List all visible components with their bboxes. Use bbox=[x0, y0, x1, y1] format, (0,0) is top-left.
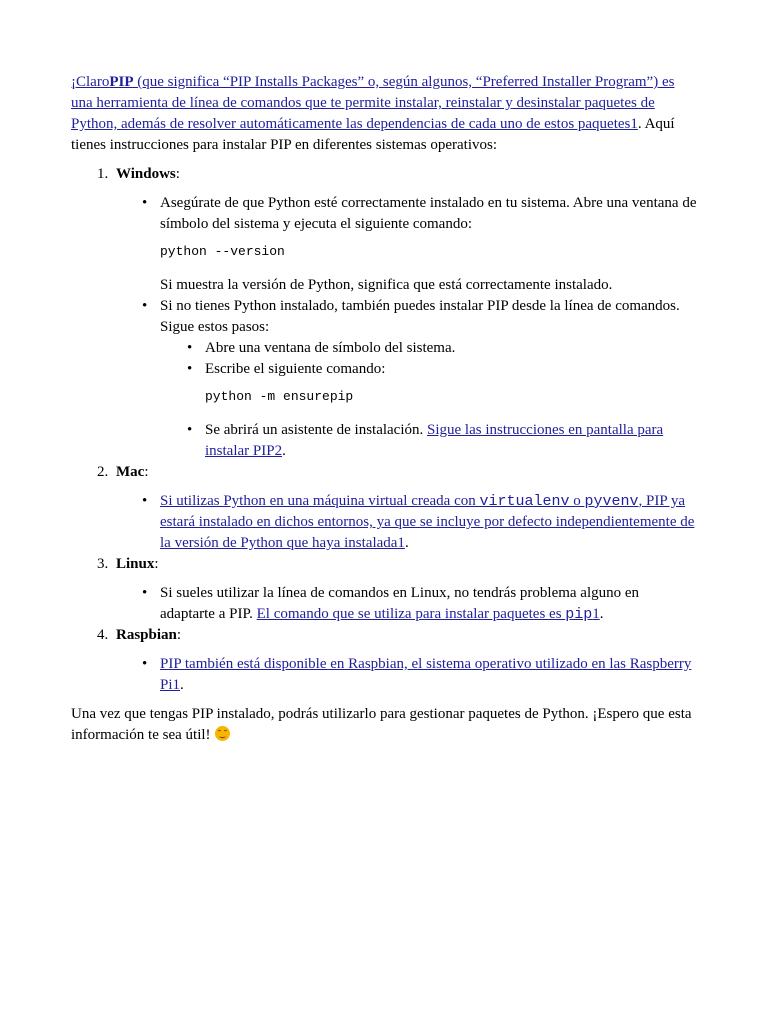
section-title-raspbian: Raspbian bbox=[116, 627, 177, 643]
windows-bullets bbox=[116, 193, 697, 462]
section-title-linux: Linux bbox=[116, 556, 155, 572]
mac-virtualenv-link[interactable]: Si utilizas Python en una máquina virtual creada con virtualenv o pyvenv, PIP ya estará instalado en dichos entornos, ya que se incluye por defecto independientemente de la versión de Python que haya instalada1 bbox=[160, 493, 695, 551]
list-item: • Abre una ventana de símbolo del sistema. bbox=[187, 340, 456, 356]
list-item-raspbian: 4. Raspbian: • PIP también está disponible en Raspbian, el sistema operativo utilizado en las Raspberry Pi1. bbox=[71, 625, 697, 696]
windows-step-text: Asegúrate de que Python esté correctamente instalado en tu sistema. Abre una ventana de símbolo del sistema y ejecuta el siguiente comando: bbox=[160, 195, 697, 232]
list-item: • Escribe el siguiente comando: python -m ensurepip bbox=[205, 359, 697, 406]
outro-paragraph: Una vez que tengas PIP instalado, podrás utilizarlo para gestionar paquetes de Python. ¡Espero que esta información te sea útil! bbox=[71, 706, 692, 743]
os-list bbox=[71, 164, 697, 696]
intro-paragraph: ¡ClaroPIP (que significa “PIP Installs Packages” o, según algunos, “Preferred Installer Program”) es una herramienta de línea de comandos que te permite instalar, reinstalar y desinstalar paquetes de Python, además de resolver automáticamente las dependencias de cada uno de estos paquetes1. Aquí tienes instrucciones para instalar PIP en diferentes sistemas operativos: bbox=[71, 74, 675, 153]
list-item: • PIP también está disponible en Raspbian, el sistema operativo utilizado en las Raspberry Pi1. bbox=[142, 656, 692, 693]
mac-bullets bbox=[116, 491, 697, 554]
raspbian-bullets bbox=[116, 654, 697, 696]
instructions-link[interactable]: Sigue las instrucciones en pantalla para instalar PIP2 bbox=[205, 422, 664, 459]
linux-bullets bbox=[116, 583, 697, 625]
raspbian-link[interactable]: PIP también está disponible en Raspbian, el sistema operativo utilizado en las Raspberry Pi1 bbox=[160, 656, 692, 693]
list-item-linux: 3. Linux: • Si sueles utilizar la línea de comandos en Linux, no tendrás problema alguno en adaptarte a PIP. El comando que se utiliza para instalar paquetes es pip1. bbox=[71, 554, 697, 625]
list-number: 3. bbox=[97, 556, 109, 572]
windows-step-result: Si muestra la versión de Python, significa que está correctamente instalado. bbox=[160, 277, 613, 293]
list-item: • Si sueles utilizar la línea de comandos en Linux, no tendrás problema alguno en adaptarte a PIP. El comando que se utiliza para instalar paquetes es pip1. bbox=[142, 585, 640, 623]
section-title-windows: Windows bbox=[116, 166, 176, 182]
list-item: • Si no tienes Python instalado, también puedes instalar PIP desde la línea de comandos. Sigue estos pasos: • Abre una ventana de símbolo del sistema. • Escribe el siguiente comando: python -m ensurepip • Se abrirá un asistente de instalación. Sigue las instrucciones en pantalla para instalar PIP2. bbox=[160, 296, 697, 462]
list-item: • Asegúrate de que Python esté correctamente instalado en tu sistema. Abre una ventana de símbolo del sistema y ejecuta el siguiente comando: python --version Si muestra la versión de Python, significa que está correctamente instalado. bbox=[160, 193, 697, 296]
windows-substeps bbox=[160, 338, 697, 462]
list-item: • Se abrirá un asistente de instalación. Sigue las instrucciones en pantalla para instalar PIP2. bbox=[187, 422, 664, 459]
section-title-mac: Mac bbox=[116, 464, 145, 480]
list-number: 1. bbox=[97, 166, 109, 182]
linux-pip-link[interactable]: El comando que se utiliza para instalar paquetes es pip1 bbox=[256, 606, 600, 623]
smiling-face-icon bbox=[215, 726, 230, 741]
code-block-python-version: python --version bbox=[160, 244, 285, 259]
list-number: 4. bbox=[97, 627, 109, 643]
intro-link[interactable]: ¡ClaroPIP (que significa “PIP Installs Packages” o, según algunos, “Preferred Installer Program”) es una herramienta de línea de comandos que te permite instalar, reinstalar y desinstalar paquetes de Python, además de resolver automáticamente las dependencias de cada uno de estos paquetes1 bbox=[71, 74, 675, 132]
list-item-windows: 1. Windows: • Asegúrate de que Python esté correctamente instalado en tu sistema. Abre una ventana de símbolo del sistema y ejecuta el siguiente comando: python --version Si muestra la versión de Python, significa que está correctamente instalado. • Si no tienes Python instalado, también puedes instalar PIP desde la línea de comandos. Sigue estos pasos: • Abre una ventana de símbolo del sistema. • Escribe el siguiente comando: python -m ensurepip • Se abrirá un asistente de instalación. Sigue las instrucciones en pantalla para instalar PIP2. bbox=[71, 164, 697, 462]
list-number: 2. bbox=[97, 464, 109, 480]
list-item: • Si utilizas Python en una máquina virtual creada con virtualenv o pyvenv, PIP ya estará instalado en dichos entornos, ya que se incluye por defecto independientemente de la versión de Python que haya instalada1. bbox=[142, 493, 695, 551]
list-item-mac: 2. Mac: • Si utilizas Python en una máquina virtual creada con virtualenv o pyvenv, PIP ya estará instalado en dichos entornos, ya que se incluye por defecto independientemente de la versión de Python que haya instalada1. bbox=[71, 462, 697, 554]
windows-alt-text: Si no tienes Python instalado, también puedes instalar PIP desde la línea de comandos. Sigue estos pasos: bbox=[160, 298, 680, 335]
code-block-ensurepip: python -m ensurepip bbox=[205, 389, 354, 404]
